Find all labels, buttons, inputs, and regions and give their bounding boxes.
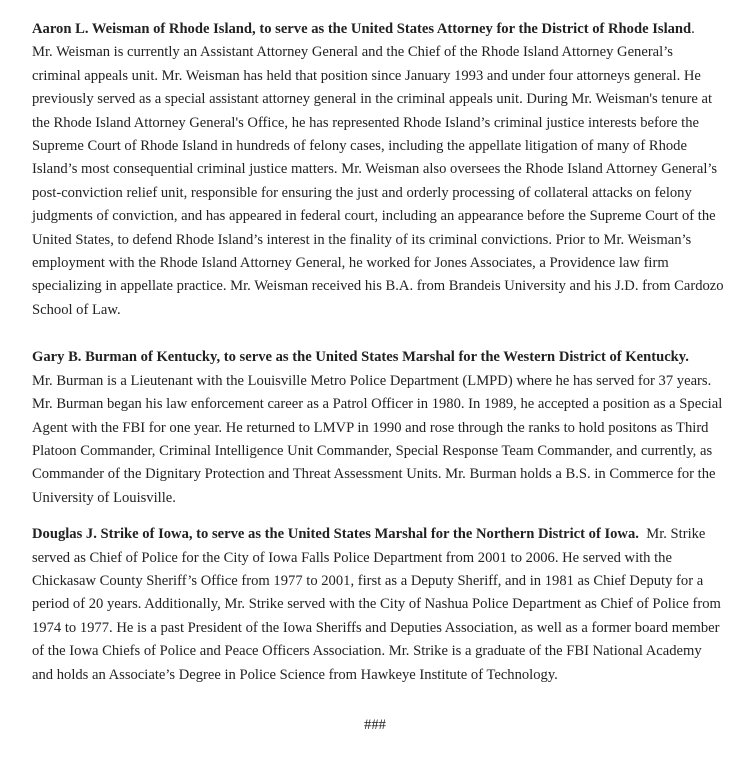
end-marker: ### <box>364 717 386 733</box>
nominee-bio-burman: Mr. Burman is a Lieutenant with the Louisville Metro Police Department (LMPD) where he has served for 37 years. Mr. Burman began his law enforcement career as a Patrol Officer in 1980. In 1989, he accepted a position as a Special Agent with the FBI for one year. He returned to LMVP in 1990 and rose through the ranks to hold positons as Third Platoon Commander, Criminal Intelligence Unit Commander, Special Response Team Commander, and currently, as Commander of the Dignitary Protection and Threat Assessment Units. Mr. Burman holds a B.S. in Commerce for the University of Louisville. <box>32 372 723 506</box>
nominee-bio-strike: Mr. Strike served as Chief of Police for the City of Iowa Falls Police Department from 2001 to 2006. He served with the Chickasaw County Sheriff’s Office from 1977 to 2001, first as a Deputy Sheriff, and in 1981 as Chief Deputy for a period of 20 years. Additionally, Mr. Strike served with the City of Nashua Police Department as Chief of Police from 1974 to 1977. He is a past President of the Iowa Sheriffs and Deputies Association, as well as a former board member of the Iowa Chiefs of Police and Peace Officers Association. Mr. Strike is a graduate of the FBI National Academy and holds an Associate’s Degree in Police Science from Hawkeye Institute of Technology. <box>32 526 721 683</box>
nominee-heading-strike: Douglas J. Strike of Iowa, to serve as the United States Marshal for the Northern District of Iowa. <box>32 526 639 543</box>
paragraph-spacer <box>32 322 724 346</box>
nominee-paragraph-burman <box>32 346 724 510</box>
paragraph-spacer <box>32 510 724 523</box>
nominee-heading-burman: Gary B. Burman of Kentucky, to serve as the United States Marshal for the Western District of Kentucky. <box>32 349 689 366</box>
nominee-heading-weisman: Aaron L. Weisman of Rhode Island, to serve as the United States Attorney for the District of Rhode Island <box>32 21 692 37</box>
nominee-paragraph-weisman <box>32 18 724 322</box>
heading-period: . <box>691 21 695 37</box>
document-body <box>32 18 724 687</box>
nominee-paragraph-strike <box>32 523 724 687</box>
nominee-bio-weisman: Mr. Weisman is currently an Assistant Attorney General and the Chief of the Rhode Island Attorney General’s criminal appeals unit. Mr. Weisman has held that position since January 1993 and under four attorneys general. He previously served as a special assistant attorney general in the criminal appeals unit. During Mr. Weisman's tenure at the Rhode Island Attorney General's Office, he has represented Rhode Island’s criminal justice interests before the Supreme Court of Rhode Island in hundreds of felony cases, including the appellate litigation of many of Rhode Island’s most consequential criminal justice matters. Mr. Weisman also oversees the Rhode Island Attorney General’s post-conviction relief unit, responsible for ensuring the just and orderly processing of collateral attacks on felony judgments of conviction, and has appeared in federal court, including an appearance before the Supreme Court of the United States, to defend Rhode Island’s interest in the finality of its criminal convictions. Prior to Mr. Weisman’s employment with the Rhode Island Attorney General, he worked for Jones Associates, a Providence law firm specializing in appellate practice. Mr. Weisman received his B.A. from Brandeis University and his J.D. from Cardozo School of Law. <box>32 44 724 318</box>
